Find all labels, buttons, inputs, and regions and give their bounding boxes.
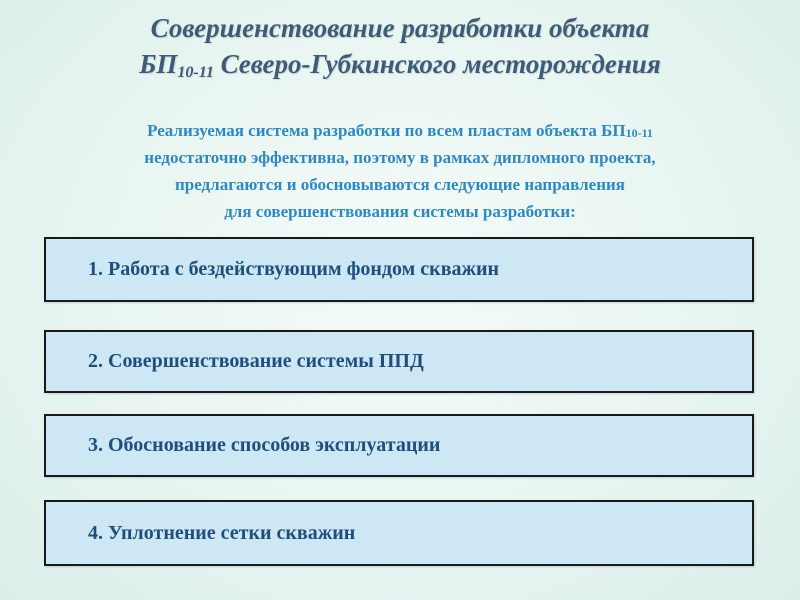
direction-box-4 [44,500,754,566]
title-object-subscript: 10-11 [177,64,214,81]
intro-paragraph [20,117,780,225]
title-object-prefix: БП [139,49,178,79]
slide-title [0,10,800,82]
direction-box-2 [44,330,754,393]
title-line-2 [0,46,800,82]
direction-label-4: 4. Уплотнение сетки скважин [88,521,356,544]
intro-object-subscript: 10-11 [625,126,653,140]
direction-label-1: 1. Работа с бездействующим фондом скважин [88,258,500,280]
intro-line-3: предлагаются и обосновываются следующие направления [174,175,626,194]
intro-line-1 [20,117,780,144]
direction-label-3: 3. Обоснование способов эксплуатации [88,434,441,456]
intro-line-2: недостаточно эффективна, поэтому в рамках дипломного проекта, [144,148,656,167]
direction-box-1 [44,237,754,302]
title-field-name: Северо-Губкинского месторождения [213,49,661,79]
direction-box-3 [44,414,754,477]
intro-line-4: для совершенствования системы разработки: [224,202,576,221]
title-line-1: Совершенствование разработки объекта [150,13,650,43]
direction-label-2: 2. Совершенствование системы ППД [88,350,424,372]
intro-line-1-text: Реализуемая система разработки по всем пластам объекта БП [147,121,626,140]
